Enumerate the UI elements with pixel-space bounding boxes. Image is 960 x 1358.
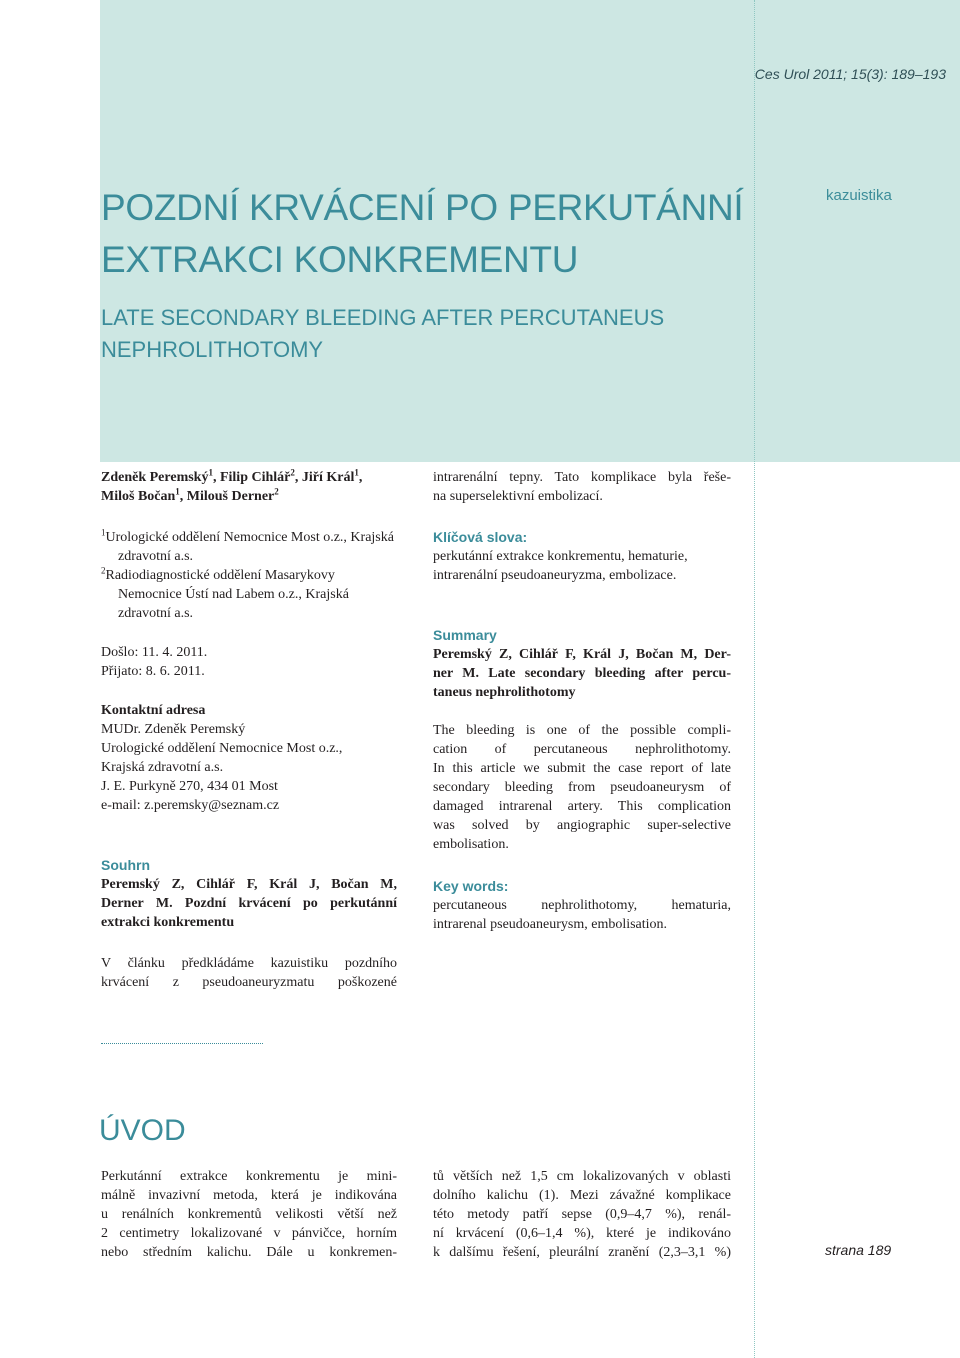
contact-line: J. E. Purkyně 270, 434 01 Most [101, 779, 278, 794]
title-english [101, 302, 751, 366]
affiliation-item [101, 528, 397, 566]
intro-text-line: dolního kalichu (1). Mezi závažné komplikace [433, 1188, 731, 1203]
author-affiliation-mark: 1 [175, 486, 180, 497]
title-english-line-2: NEPHROLITHOTOMY [101, 337, 324, 362]
title-english-line-1: LATE SECONDARY BLEEDING AFTER PERCUTANEUS [101, 305, 665, 330]
column-divider [754, 0, 755, 1358]
contact-line: MUDr. Zdeněk Peremský [101, 722, 246, 737]
souhrn-section [101, 855, 397, 932]
intro-text-line: této metody patří sepse (0,9–4,7 %), renál- [433, 1207, 731, 1222]
author-list [101, 468, 397, 506]
souhrn-citation-line: extrakci konkrementu [101, 915, 235, 930]
souhrn-citation-line: Peremský Z, Cihlář F, Král J, Bočan M, [101, 877, 397, 892]
souhrn-text-line: na superselektivní embolizací. [433, 489, 603, 504]
intro-text-line: u renálních konkrementů velikosti větší než [101, 1207, 397, 1222]
souhrn-text-line: intrarenální tepny. Tato komplikace byla řeše- [433, 470, 731, 485]
intro-text-line: k dalšímu řešení, pleurální zranění (2,3–3,1 %) [433, 1245, 731, 1260]
summary-text [433, 721, 731, 854]
keywords-english-heading: Key words: [433, 878, 509, 894]
received-date: Došlo: 11. 4. 2011. [101, 645, 208, 660]
intro-text-right [433, 1167, 731, 1262]
title-czech [101, 182, 751, 286]
affiliation-item [101, 566, 397, 623]
title-czech-line-2: EXTRAKCI KONKREMENTU [101, 239, 579, 280]
contact-address [101, 701, 397, 815]
article-category: kazuistika [826, 187, 892, 204]
author-affiliation-mark: 1 [208, 467, 213, 478]
author-affiliation-mark: 1 [354, 467, 359, 478]
intro-text-line: tů větších než 1,5 cm lokalizovaných v oblasti [433, 1169, 731, 1184]
contact-email: e-mail: z.peremsky@seznam.cz [101, 798, 280, 813]
author-affiliation-mark: 2 [290, 467, 295, 478]
keywords-czech-line: perkutánní extrakce konkrementu, hematurie, [433, 549, 688, 564]
author-separator: , [358, 470, 363, 485]
author-name: , Milouš Derner [179, 489, 275, 504]
page-number: strana 189 [825, 1242, 892, 1258]
summary-citation-line: taneus nephrolithotomy [433, 685, 576, 700]
summary-citation-line: ner M. Late secondary bleeding after percu- [433, 666, 731, 681]
intro-text-line: ní krvácení (0,6–1,4 %), které je indikováno [433, 1226, 731, 1241]
summary-text-line: secondary bleeding from pseudoaneurysm of [433, 780, 731, 795]
header-band-margin [0, 0, 100, 462]
author-affiliation-mark: 2 [274, 486, 279, 497]
author-name: , Filip Cihlář [212, 470, 291, 485]
souhrn-text-continued [433, 468, 731, 506]
summary-text-line: was solved by angiographic super-selective [433, 818, 731, 833]
keywords-english-line: percutaneous nephrolithotomy, hematuria, [433, 898, 731, 913]
title-czech-line-1: POZDNÍ KRVÁCENÍ PO PERKUTÁNNÍ [101, 187, 744, 228]
intro-text-left [101, 1167, 397, 1262]
affiliation-number: 1 [101, 527, 106, 538]
affiliation-text: Urologické oddělení Nemocnice Most o.z., Krajská zdravotní a.s. [105, 530, 394, 564]
intro-heading: ÚVOD [99, 1114, 186, 1147]
contact-line: Urologické oddělení Nemocnice Most o.z., [101, 741, 343, 756]
summary-text-line: embolisation. [433, 837, 509, 852]
author-name: Miloš Bočan [101, 489, 176, 504]
summary-text-line: In this article we submit the case report of late [433, 761, 731, 776]
keywords-czech-heading: Klíčová slova: [433, 529, 528, 545]
souhrn-text-line: krvácení z pseudoaneuryzmatu poškozené [101, 975, 397, 990]
summary-text-line: cation of percutaneous nephrolithotomy. [433, 742, 731, 757]
contact-heading: Kontaktní adresa [101, 703, 206, 718]
intro-text-line: 2 centimetry lokalizované v pánvičce, horním [101, 1226, 397, 1241]
article-dates [101, 643, 397, 681]
affiliations [101, 528, 397, 623]
accepted-date: Přijato: 8. 6. 2011. [101, 664, 205, 679]
souhrn-heading: Souhrn [101, 857, 150, 873]
keywords-english-line: intrarenal pseudoaneurysm, embolisation. [433, 917, 668, 932]
author-name: Zdeněk Peremský [101, 470, 209, 485]
summary-citation-line: Peremský Z, Cihlář F, Král J, Bočan M, Der- [433, 647, 731, 662]
souhrn-text [101, 954, 397, 992]
intro-text-line: málně invazivní metoda, která je indikována [101, 1188, 397, 1203]
affiliation-number: 2 [101, 565, 106, 576]
keywords-czech [433, 527, 731, 585]
summary-section [433, 625, 731, 702]
journal-reference: Ces Urol 2011; 15(3): 189–193 [754, 66, 946, 82]
summary-text-line: The bleeding is one of the possible compli- [433, 723, 731, 738]
contact-line: Krajská zdravotní a.s. [101, 760, 224, 775]
section-separator [101, 1043, 263, 1044]
keywords-english [433, 876, 731, 934]
author-name: , Jiří Král [294, 470, 355, 485]
intro-text-line: Perkutánní extrakce konkrementu je mini- [101, 1169, 397, 1184]
summary-heading: Summary [433, 627, 497, 643]
intro-text-line: nebo středním kalichu. Dále u konkremen- [101, 1245, 397, 1260]
souhrn-citation-line: Derner M. Pozdní krvácení po perkutánní [101, 896, 397, 911]
summary-text-line: damaged intrarenal artery. This complication [433, 799, 731, 814]
keywords-czech-line: intrarenální pseudoaneuryzma, embolizace. [433, 568, 677, 583]
souhrn-text-line: V článku předkládáme kazuistiku pozdního [101, 956, 397, 971]
affiliation-text: Radiodiagnostické oddělení Masarykovy Nemocnice Ústí nad Labem o.z., Krajská zdravotní a.s. [105, 568, 349, 621]
